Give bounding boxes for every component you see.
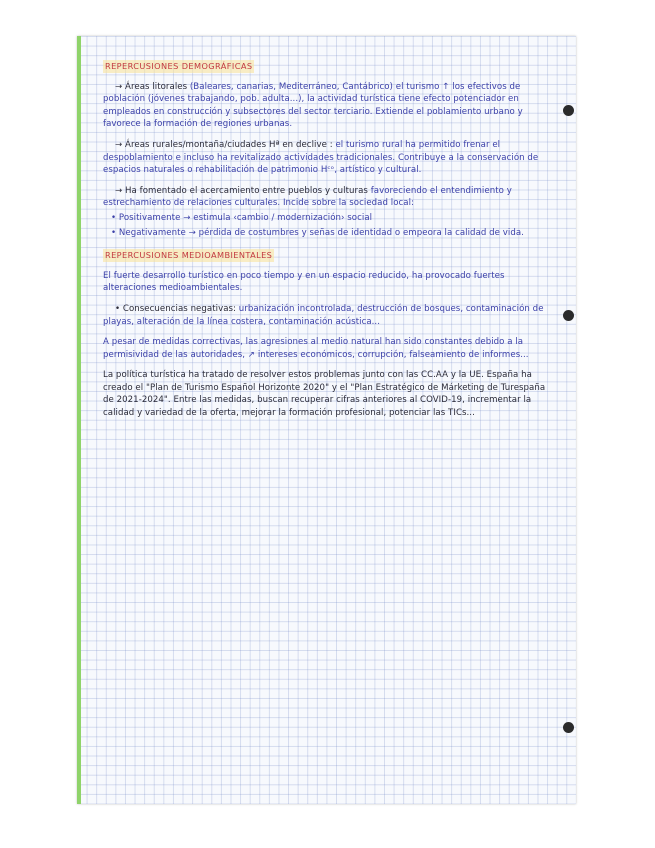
section-heading-demograficas: REPERCUSIONES DEMOGRÁFICAS	[105, 61, 253, 71]
binder-hole-middle	[563, 310, 574, 321]
paragraph-text: El fuerte desarrollo turístico en poco tiempo y en un espacio reducido, ha provocado fuertes alteraciones medioambientales.	[103, 270, 505, 294]
paragraph-lead: → Áreas rurales/montaña/ciudades Hª en declive :	[115, 139, 333, 150]
handwritten-notes	[103, 58, 551, 428]
paragraph-text: A pesar de medidas correctivas, las agresiones al medio natural han sido constantes debido a la permisividad de las autoridades, ↗ intereses económicos, corrupción, falseamiento de informes...	[103, 337, 529, 360]
paragraph-areas-rurales	[103, 139, 551, 177]
paragraph-acercamiento	[103, 185, 551, 210]
paragraph-text: urbanización incontrolada, destrucción de bosques, contaminación de playas, alteración de la línea costera, contaminación acústica...	[103, 303, 544, 327]
binder-hole-bottom	[563, 722, 574, 733]
paragraph-text: el turismo rural ha permitido frenar el despoblamiento e incluso ha revitalizado actividades tradicionales. Contribuye a la conservación de espacios naturales o rehabilitación de patrimonio Hᶜᵒ, artístico y cultural.	[103, 139, 539, 176]
paragraph-lead: → Ha fomentado el acercamiento entre pueblos y culturas	[115, 185, 368, 196]
paragraph-lead: → Áreas litorales	[115, 81, 188, 92]
binder-hole-top	[563, 105, 574, 116]
paragraph-medidas-correctivas	[103, 336, 551, 361]
paragraph-text: La política turística ha tratado de resolver estos problemas junto con las CC.AA y la UE. España ha creado el "Plan de Turismo Español Horizonte 2020" y el "Plan Estratégico de Márketing de Turespaña de 2021-2024". Entre las medidas, buscan recuperar cifras anteriores al COVID-19, incrementar la calidad y variedad de la oferta, mejorar la formación profesional, potenciar las TICs...	[103, 370, 546, 419]
paragraph-text: (Baleares, canarias, Mediterráneo, Cantábrico) el turismo ↑ los efectivos de población (jóvenes trabajando, pob. adulta...), la actividad turística tiene efecto potenciador en empleados en construcción y subsectores del sector terciario. Extiende el poblamiento urbano y favorece la formación de regiones urbanas.	[103, 81, 523, 130]
paragraph-text: favoreciendo el entendimiento y estrechamiento de relaciones culturales. Incide sobre la sociedad local:	[103, 185, 512, 209]
paragraph-politica-turistica	[103, 369, 551, 419]
section-heading-medioambientales: REPERCUSIONES MEDIOAMBIENTALES	[105, 250, 273, 261]
paragraph-lead: • Consecuencias negativas:	[115, 303, 236, 314]
bullet-negativamente: • Negativamente → pérdida de costumbres y señas de identidad o empeora la calidad de vida.	[111, 227, 524, 238]
bullet-positivamente: • Positivamente → estimula ‹cambio / modernización› social	[111, 212, 373, 223]
paragraph-desarrollo	[103, 270, 551, 295]
paragraph-areas-litorales	[103, 81, 551, 131]
paragraph-consecuencias	[103, 303, 551, 328]
